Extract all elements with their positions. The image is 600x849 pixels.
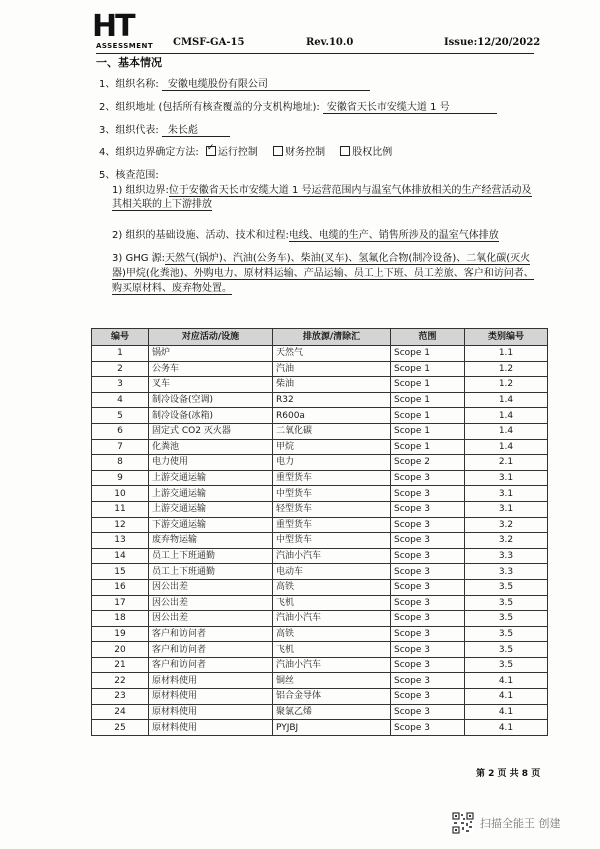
- cell-scope: Scope 3: [391, 470, 465, 486]
- table-row: [92, 626, 548, 642]
- table-row: [92, 704, 548, 720]
- cell-number: 2: [92, 361, 149, 377]
- cell-number: 24: [92, 704, 149, 720]
- org-name-row: [99, 75, 370, 91]
- cell-category: 4.1: [465, 689, 548, 705]
- cell-category: 3.5: [465, 642, 548, 658]
- address-value: 安徽省天长市安缆大道 1 号: [323, 98, 497, 114]
- table-row: [92, 689, 548, 705]
- cell-category: 3.5: [465, 657, 548, 673]
- checkbox-empty-icon[interactable]: [273, 146, 283, 156]
- logo-letters: HT: [92, 9, 134, 44]
- cell-source: 高铁: [273, 579, 391, 595]
- cell-category: 3.1: [465, 470, 548, 486]
- column-header-category: 类别编号: [465, 329, 548, 346]
- cell-scope: Scope 1: [391, 408, 465, 424]
- cell-activity: 上游交通运输: [149, 486, 273, 502]
- cell-number: 25: [92, 720, 149, 736]
- boundary-option-financial[interactable]: 财务控制: [273, 147, 325, 158]
- table-row: [92, 486, 548, 502]
- cell-scope: Scope 3: [391, 486, 465, 502]
- scope-activities-prefix: 2) 组织的基础设施、活动、技术和过程:: [112, 230, 289, 241]
- boundary-method-row: [99, 143, 392, 158]
- cell-scope: Scope 1: [391, 377, 465, 393]
- table-row: [92, 408, 548, 424]
- cell-category: 4.1: [465, 720, 548, 736]
- table-row: [92, 455, 548, 471]
- scope-ghg-prefix: 3) GHG 源:: [112, 253, 166, 264]
- scope-boundary-prefix: 1) 组织边界:: [112, 185, 169, 196]
- cell-source: 甲烷: [273, 439, 391, 455]
- cell-activity: 员工上下班通勤: [149, 564, 273, 580]
- cell-activity: 因公出差: [149, 579, 273, 595]
- table-row: [92, 611, 548, 627]
- emission-sources-table: [91, 328, 548, 736]
- cell-number: 12: [92, 517, 149, 533]
- scope-boundary-paragraph: [112, 184, 537, 212]
- cell-category: 3.2: [465, 517, 548, 533]
- cell-source: 飞机: [273, 642, 391, 658]
- cell-scope: Scope 3: [391, 673, 465, 689]
- org-name-label: 1、组织名称:: [99, 79, 159, 90]
- cell-category: 4.1: [465, 673, 548, 689]
- cell-scope: Scope 3: [391, 548, 465, 564]
- cell-number: 9: [92, 470, 149, 486]
- column-header-source: 排放源/清除汇: [273, 329, 391, 346]
- cell-source: 电力: [273, 455, 391, 471]
- logo-subtitle: ASSESSMENT: [96, 42, 154, 50]
- cell-number: 6: [92, 423, 149, 439]
- representative-row: [99, 121, 230, 137]
- table-row: [92, 346, 548, 362]
- cell-activity: 固定式 CO2 灭火器: [149, 423, 273, 439]
- scope-ghg-sources-paragraph: [112, 251, 537, 296]
- cell-number: 14: [92, 548, 149, 564]
- table-body: [92, 346, 548, 736]
- cell-scope: Scope 2: [391, 455, 465, 471]
- cell-category: 1.4: [465, 408, 548, 424]
- cell-source: R600a: [273, 408, 391, 424]
- cell-category: 1.4: [465, 439, 548, 455]
- table-row: [92, 564, 548, 580]
- checkbox-empty-icon[interactable]: [340, 146, 350, 156]
- cell-category: 3.3: [465, 548, 548, 564]
- address-label: 2、组织地址 (包括所有核查覆盖的分支机构地址):: [99, 102, 320, 113]
- table-row: [92, 392, 548, 408]
- checkbox-checked-icon[interactable]: [206, 146, 216, 156]
- cell-source: 天然气: [273, 346, 391, 362]
- boundary-option-equity[interactable]: 股权比例: [340, 147, 392, 158]
- cell-scope: Scope 3: [391, 642, 465, 658]
- cell-number: 22: [92, 673, 149, 689]
- cell-number: 21: [92, 657, 149, 673]
- cell-category: 2.1: [465, 455, 548, 471]
- cell-source: 柴油: [273, 377, 391, 393]
- cell-activity: 原材料使用: [149, 673, 273, 689]
- cell-source: 汽油小汽车: [273, 548, 391, 564]
- cell-scope: Scope 1: [391, 439, 465, 455]
- cell-scope: Scope 3: [391, 626, 465, 642]
- cell-source: 二氧化碳: [273, 423, 391, 439]
- cell-number: 20: [92, 642, 149, 658]
- cell-category: 3.5: [465, 595, 548, 611]
- cell-number: 13: [92, 533, 149, 549]
- cell-source: 铜丝: [273, 673, 391, 689]
- cell-scope: Scope 3: [391, 501, 465, 517]
- table-row: [92, 657, 548, 673]
- cell-scope: Scope 1: [391, 423, 465, 439]
- cell-activity: 因公出差: [149, 595, 273, 611]
- table-row: [92, 673, 548, 689]
- section-title: 一、基本情况: [96, 56, 162, 69]
- cell-activity: 电力使用: [149, 455, 273, 471]
- cell-number: 10: [92, 486, 149, 502]
- cell-scope: Scope 3: [391, 657, 465, 673]
- cell-activity: 废弃物运输: [149, 533, 273, 549]
- cell-number: 4: [92, 392, 149, 408]
- cell-source: R32: [273, 392, 391, 408]
- column-header-scope: 范围: [391, 329, 465, 346]
- cell-source: 汽油小汽车: [273, 611, 391, 627]
- table-row: [92, 517, 548, 533]
- cell-activity: 上游交通运输: [149, 470, 273, 486]
- cell-category: 3.5: [465, 579, 548, 595]
- table-row: [92, 361, 548, 377]
- cell-scope: Scope 1: [391, 361, 465, 377]
- scope-activities-paragraph: [112, 229, 537, 243]
- cell-activity: 叉车: [149, 377, 273, 393]
- cell-category: 3.2: [465, 533, 548, 549]
- table-row: [92, 642, 548, 658]
- cell-category: 1.4: [465, 392, 548, 408]
- cell-source: 聚氯乙烯: [273, 704, 391, 720]
- scope-label: 5、核查范围:: [99, 170, 159, 181]
- cell-scope: Scope 1: [391, 392, 465, 408]
- cell-category: 1.1: [465, 346, 548, 362]
- revision-number: Rev.10.0: [306, 37, 354, 48]
- cell-scope: Scope 3: [391, 689, 465, 705]
- page-number: 第 2 页 共 8 页: [476, 769, 541, 779]
- table-row: [92, 720, 548, 736]
- cell-source: 汽油小汽车: [273, 657, 391, 673]
- cell-activity: 客户和访问者: [149, 657, 273, 673]
- scanner-watermark: 扫描全能王 创建: [480, 817, 561, 830]
- scope-ghg-text: 天然气(锅炉)、汽油(公务车)、柴油(叉车)、氢氟化合物(制冷设备)、二氧化碳(灭火器)甲烷(化粪池)、外购电力、原材料运输、产品运输、员工上下班、员工差旅、客户和访问者、购买原材料、废弃物处置。: [112, 253, 534, 294]
- table-row: [92, 501, 548, 517]
- cell-source: 中型货车: [273, 533, 391, 549]
- cell-source: 铝合金导体: [273, 689, 391, 705]
- cell-activity: 上游交通运输: [149, 501, 273, 517]
- cell-activity: 制冷设备(冰箱): [149, 408, 273, 424]
- cell-activity: 原材料使用: [149, 704, 273, 720]
- representative-value: 朱长彪: [162, 121, 230, 137]
- cell-activity: 员工上下班通勤: [149, 548, 273, 564]
- cell-number: 1: [92, 346, 149, 362]
- cell-category: 3.5: [465, 626, 548, 642]
- issue-date: Issue:12/20/2022: [444, 37, 541, 48]
- cell-number: 19: [92, 626, 149, 642]
- qr-code-icon: [452, 812, 474, 834]
- cell-source: 汽油: [273, 361, 391, 377]
- cell-scope: Scope 3: [391, 564, 465, 580]
- document-code: CMSF-GA-15: [173, 37, 245, 48]
- column-header-number: 编号: [92, 329, 149, 346]
- cell-category: 1.4: [465, 423, 548, 439]
- cell-source: 电动车: [273, 564, 391, 580]
- cell-category: 1.2: [465, 377, 548, 393]
- cell-number: 8: [92, 455, 149, 471]
- cell-scope: Scope 3: [391, 720, 465, 736]
- cell-category: 3.3: [465, 564, 548, 580]
- cell-number: 7: [92, 439, 149, 455]
- cell-number: 23: [92, 689, 149, 705]
- cell-activity: 原材料使用: [149, 720, 273, 736]
- table-row: [92, 595, 548, 611]
- cell-activity: 锅炉: [149, 346, 273, 362]
- table-row: [92, 548, 548, 564]
- cell-source: 高铁: [273, 626, 391, 642]
- cell-number: 3: [92, 377, 149, 393]
- cell-source: 重型货车: [273, 517, 391, 533]
- cell-source: 飞机: [273, 595, 391, 611]
- cell-scope: Scope 3: [391, 533, 465, 549]
- table-row: [92, 579, 548, 595]
- table-row: [92, 439, 548, 455]
- cell-category: 3.1: [465, 501, 548, 517]
- representative-label: 3、组织代表:: [99, 125, 159, 136]
- column-header-activity: 对应活动/设施: [149, 329, 273, 346]
- boundary-method-label: 4、组织边界确定方法:: [99, 147, 199, 158]
- cell-activity: 公务车: [149, 361, 273, 377]
- cell-activity: 原材料使用: [149, 689, 273, 705]
- cell-activity: 化粪池: [149, 439, 273, 455]
- cell-activity: 客户和访问者: [149, 626, 273, 642]
- cell-number: 11: [92, 501, 149, 517]
- cell-source: 中型货车: [273, 486, 391, 502]
- table-header-row: [92, 329, 548, 346]
- cell-scope: Scope 3: [391, 611, 465, 627]
- cell-category: 3.1: [465, 486, 548, 502]
- table-row: [92, 533, 548, 549]
- cell-activity: 因公出差: [149, 611, 273, 627]
- cell-category: 3.5: [465, 611, 548, 627]
- cell-source: 重型货车: [273, 470, 391, 486]
- cell-scope: Scope 1: [391, 346, 465, 362]
- boundary-option-operational[interactable]: ✓ 运行控制: [206, 147, 258, 158]
- table-row: [92, 423, 548, 439]
- table-row: [92, 470, 548, 486]
- cell-number: 16: [92, 579, 149, 595]
- cell-activity: 下游交通运输: [149, 517, 273, 533]
- scope-boundary-text: 位于安徽省天长市安缆大道 1 号运营范围内与温室气体排放相关的生产经营活动及其相关联的上下游排放: [112, 185, 532, 210]
- scope-activities-text: 电线、电缆的生产、销售所涉及的温室气体排放: [288, 230, 499, 241]
- cell-source: PYJBJ: [273, 720, 391, 736]
- cell-number: 5: [92, 408, 149, 424]
- cell-category: 4.1: [465, 704, 548, 720]
- address-row: [99, 98, 497, 114]
- cell-source: 轻型货车: [273, 501, 391, 517]
- cell-scope: Scope 3: [391, 595, 465, 611]
- cell-category: 1.2: [465, 361, 548, 377]
- cell-scope: Scope 3: [391, 517, 465, 533]
- company-logo: [92, 9, 152, 44]
- cell-activity: 制冷设备(空调): [149, 392, 273, 408]
- cell-scope: Scope 3: [391, 579, 465, 595]
- cell-activity: 客户和访问者: [149, 642, 273, 658]
- cell-number: 18: [92, 611, 149, 627]
- org-name-value: 安徽电缆股份有限公司: [162, 75, 370, 91]
- cell-number: 17: [92, 595, 149, 611]
- cell-number: 15: [92, 564, 149, 580]
- cell-scope: Scope 3: [391, 704, 465, 720]
- table-row: [92, 377, 548, 393]
